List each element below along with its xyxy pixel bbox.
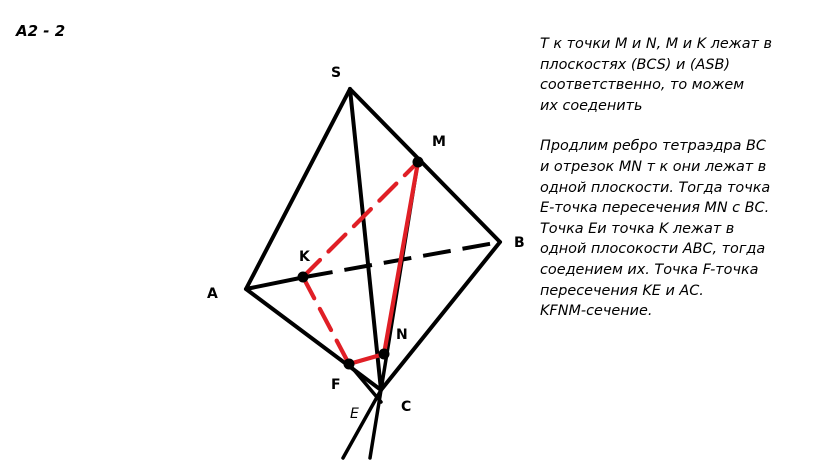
label-m: M [432, 134, 446, 150]
notes-line: KFNM-сечение. [540, 303, 653, 320]
notes-line: Точка Eи точка K лежат в [540, 220, 735, 237]
notes-line: плоскостях (BCS) и (ASB) [540, 56, 730, 73]
notes-line: и отрезок MN т к они лежат в [540, 158, 767, 175]
notes-line: соответственно, то можем [540, 77, 745, 94]
notes-line: пересечения KE и AC. [540, 282, 704, 299]
notes-line: одной плоскости. Тогда точка [540, 179, 771, 196]
edge-sb [350, 89, 500, 242]
label-c: C [401, 399, 412, 415]
notes-line: Продлим ребро тетраэдра BC [540, 138, 766, 155]
notes-line: одной плосокости ABC, тогда [540, 241, 766, 258]
notes-line: Т к точки M и N, M и K лежат в [540, 36, 772, 52]
point-k [298, 272, 309, 283]
point-m [413, 157, 424, 168]
point-f [344, 359, 355, 370]
extension-ke [349, 364, 381, 402]
label-f: F [331, 377, 341, 393]
notes-line: соедением их. Точка F-точка [540, 261, 759, 278]
label-n: N [396, 327, 408, 343]
point-n [379, 349, 390, 360]
notes-line: их соеденить [540, 97, 643, 114]
edge-sc [350, 89, 381, 390]
edge-ab-solid-part [246, 277, 305, 289]
label-k: K [299, 249, 310, 265]
hidden-edge-ab [246, 242, 500, 289]
notes-line: E-точка пересечения MN с BC. [540, 200, 770, 217]
edge-sa [246, 89, 350, 289]
task-title: A2 - 2 [16, 22, 66, 40]
solution-notes [540, 34, 812, 322]
label-e: E [350, 406, 359, 422]
edge-ac [246, 289, 381, 390]
notes-paragraph-2 [540, 136, 812, 321]
tetrahedron-edges [246, 89, 500, 390]
label-a: A [207, 286, 218, 302]
label-s: S [331, 65, 342, 81]
notes-paragraph-1 [540, 34, 812, 116]
label-b: B [514, 235, 525, 251]
